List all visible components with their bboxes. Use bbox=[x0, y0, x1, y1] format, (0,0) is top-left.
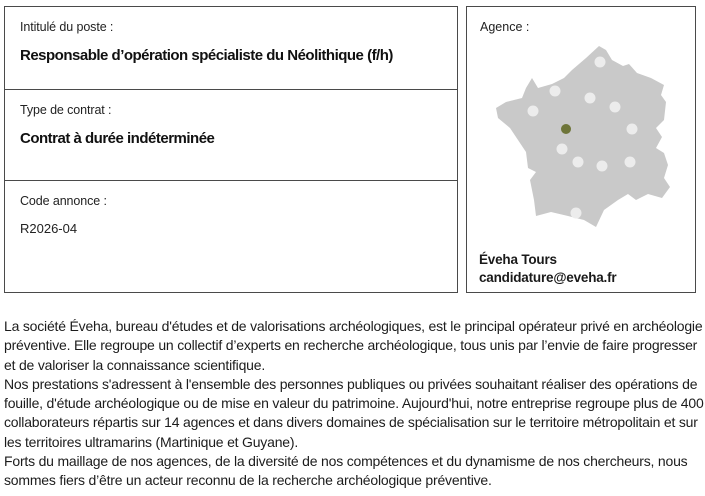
france-silhouette bbox=[496, 46, 670, 227]
announce-code: R2026-04 bbox=[20, 221, 78, 236]
agency-dot bbox=[557, 144, 568, 155]
job-title-section bbox=[5, 7, 457, 89]
agency-email: candidature@eveha.fr bbox=[479, 270, 617, 285]
agency-name: Éveha Tours bbox=[479, 252, 557, 267]
announce-code-section bbox=[5, 180, 457, 292]
agency-card bbox=[466, 6, 696, 293]
agency-label: Agence : bbox=[480, 20, 530, 34]
contract-type-label: Type de contrat : bbox=[20, 103, 112, 117]
agency-dot bbox=[597, 161, 608, 172]
agency-dot bbox=[610, 102, 621, 113]
agency-dot bbox=[573, 157, 584, 168]
description-paragraph-1: La société Éveha, bureau d'études et de valorisations archéologiques, est le principal opérateur privé en archéologie préventive. Elle regroupe un collectif d’experts en recherche archéologique, tous unis par l’envie de faire progresser et de valoriser la connaissance scientifique. bbox=[4, 318, 703, 373]
description-paragraph-3: Forts du maillage de nos agences, de la diversité de nos compétences et du dynamisme de nos chercheurs, nous sommes fiers d’être un acteur reconnu de la recherche archéologique préventive. bbox=[4, 453, 688, 489]
agency-dot-active bbox=[561, 124, 571, 134]
agency-dot bbox=[571, 208, 582, 219]
contract-type-section bbox=[5, 89, 457, 180]
announce-code-label: Code annonce : bbox=[20, 194, 107, 208]
contract-type: Contrat à durée indéterminée bbox=[20, 130, 215, 147]
agency-dot bbox=[625, 157, 636, 168]
france-map-container bbox=[496, 40, 676, 240]
job-details-card bbox=[4, 6, 458, 293]
agency-contact-block bbox=[479, 251, 616, 287]
agency-dot bbox=[595, 57, 606, 68]
agency-dot bbox=[550, 86, 561, 97]
agency-dot bbox=[627, 124, 638, 135]
job-title: Responsable d’opération spécialiste du Néolithique (f/h) bbox=[20, 47, 393, 64]
job-title-label: Intitulé du poste : bbox=[20, 20, 114, 34]
agency-dot bbox=[528, 106, 539, 117]
agency-dot bbox=[585, 93, 596, 104]
description-paragraph-2: Nos prestations s'adressent à l'ensemble des personnes publiques ou privées souhaitant réaliser des opérations de fouille, d'étude archéologique ou de mise en valeur du patrimoine. Aujourd'hui, notre entreprise regroupe plus de 400 collaborateurs répartis sur 14 agences et dans divers domaines de spécialisation sur le territoire métropolitain et sur les territoires ultramarins (Martinique et Guyane). bbox=[4, 375, 704, 450]
france-map-icon bbox=[496, 40, 676, 240]
company-description bbox=[4, 317, 704, 491]
